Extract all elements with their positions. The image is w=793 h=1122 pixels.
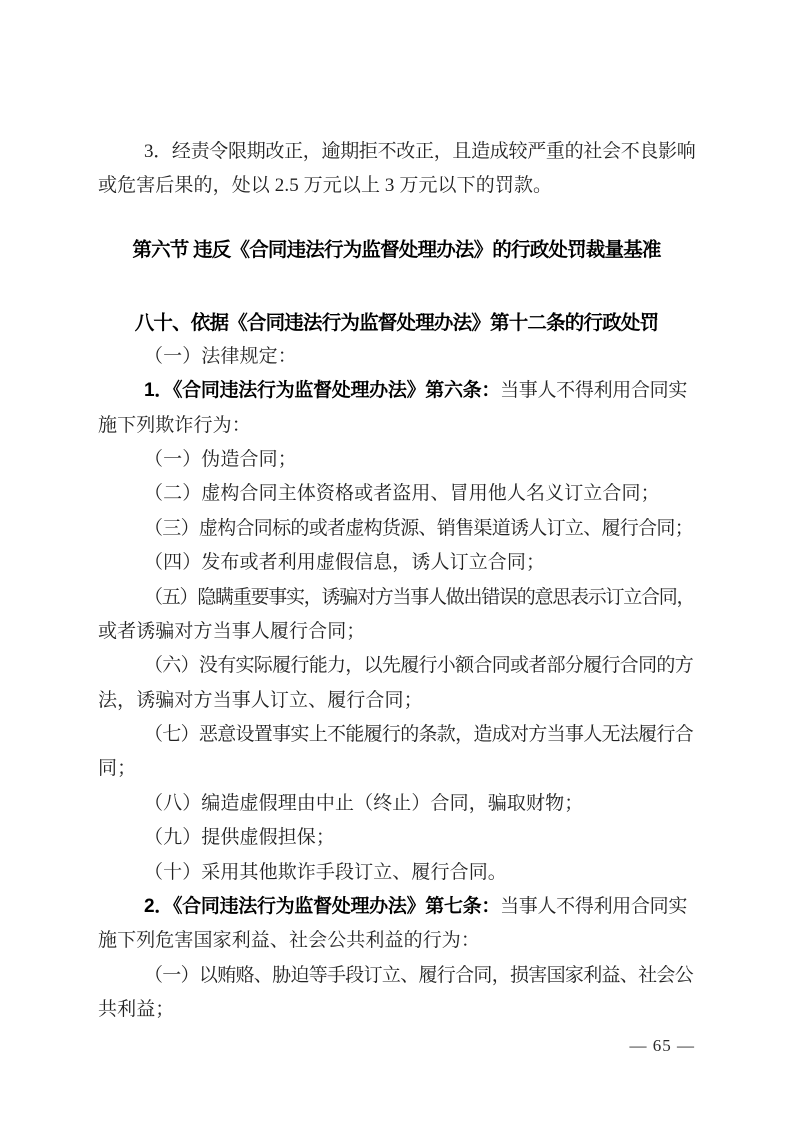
article6-item-line: （九）提供虚假担保；	[144, 827, 336, 849]
article7-intro-continuation: 施下列危害国家利益、社会公共利益的行为：	[98, 930, 481, 952]
article6-intro-line	[98, 374, 695, 408]
article6-item-line: （八）编造虚假理由中止（终止）合同，骗取财物；	[144, 792, 584, 814]
item-80-heading: 八十、依据《合同违法行为监督处理办法》第十二条的行政处罚	[134, 311, 659, 334]
article6-citation: 1．《合同违法行为监督处理办法》第六条：	[144, 380, 501, 402]
article7-item-line: （一）以贿赂、胁迫等手段订立、履行合同，损害国家利益、社会公	[144, 964, 694, 986]
page-number: — 65 —	[629, 1035, 695, 1055]
paragraph-penalty-line-1: 3．经责令限期改正，逾期拒不改正，且造成较严重的社会不良影响	[144, 141, 696, 162]
section-heading: 第六节 违反《合同违法行为监督处理办法》的行政处罚裁量基准	[132, 238, 661, 261]
article7-intro-tail: 当事人不得利用合同实	[500, 896, 688, 918]
article6-item-continuation: 或者诱骗对方当事人履行合同；	[98, 620, 366, 642]
article6-item-line: （六）没有实际履行能力，以先履行小额合同或者部分履行合同的方	[144, 655, 694, 677]
page-footer	[98, 1036, 695, 1056]
article6-item-line: （四）发布或者利用虚假信息，诱人订立合同；	[144, 552, 546, 574]
article6-item-line: （十）采用其他欺诈手段订立、履行合同。	[144, 861, 507, 883]
paragraph-penalty-line-2: 或危害后果的，处以 2.5 万元以上 3 万元以下的罚款。	[98, 175, 553, 197]
legal-basis-label: （一）法律规定：	[144, 345, 297, 367]
article6-item-line: （五）隐瞒重要事实，诱骗对方当事人做出错误的意思表示订立合同，	[144, 586, 695, 608]
article6-item-line: （二）虚构合同主体资格或者盗用、冒用他人名义订立合同；	[144, 483, 660, 505]
article6-item-line: （七）恶意设置事实上不能履行的条款，造成对方当事人无法履行合	[144, 724, 694, 746]
article7-item-continuation: 共利益；	[98, 999, 175, 1021]
article7-citation: 2．《合同违法行为监督处理办法》第七条：	[144, 896, 501, 918]
article6-intro-tail: 当事人不得利用合同实	[500, 380, 688, 402]
article6-item-line: （一）伪造合同；	[144, 448, 297, 470]
article6-item-continuation: 同；	[98, 758, 137, 780]
article6-item-continuation: 法，诱骗对方当事人订立、履行合同；	[98, 689, 423, 711]
article6-item-line: （三）虚构合同标的或者虚构货源、销售渠道诱人订立、履行合同；	[144, 517, 694, 539]
article7-intro-line	[98, 890, 695, 924]
article6-intro-continuation: 施下列欺诈行为：	[98, 414, 251, 436]
